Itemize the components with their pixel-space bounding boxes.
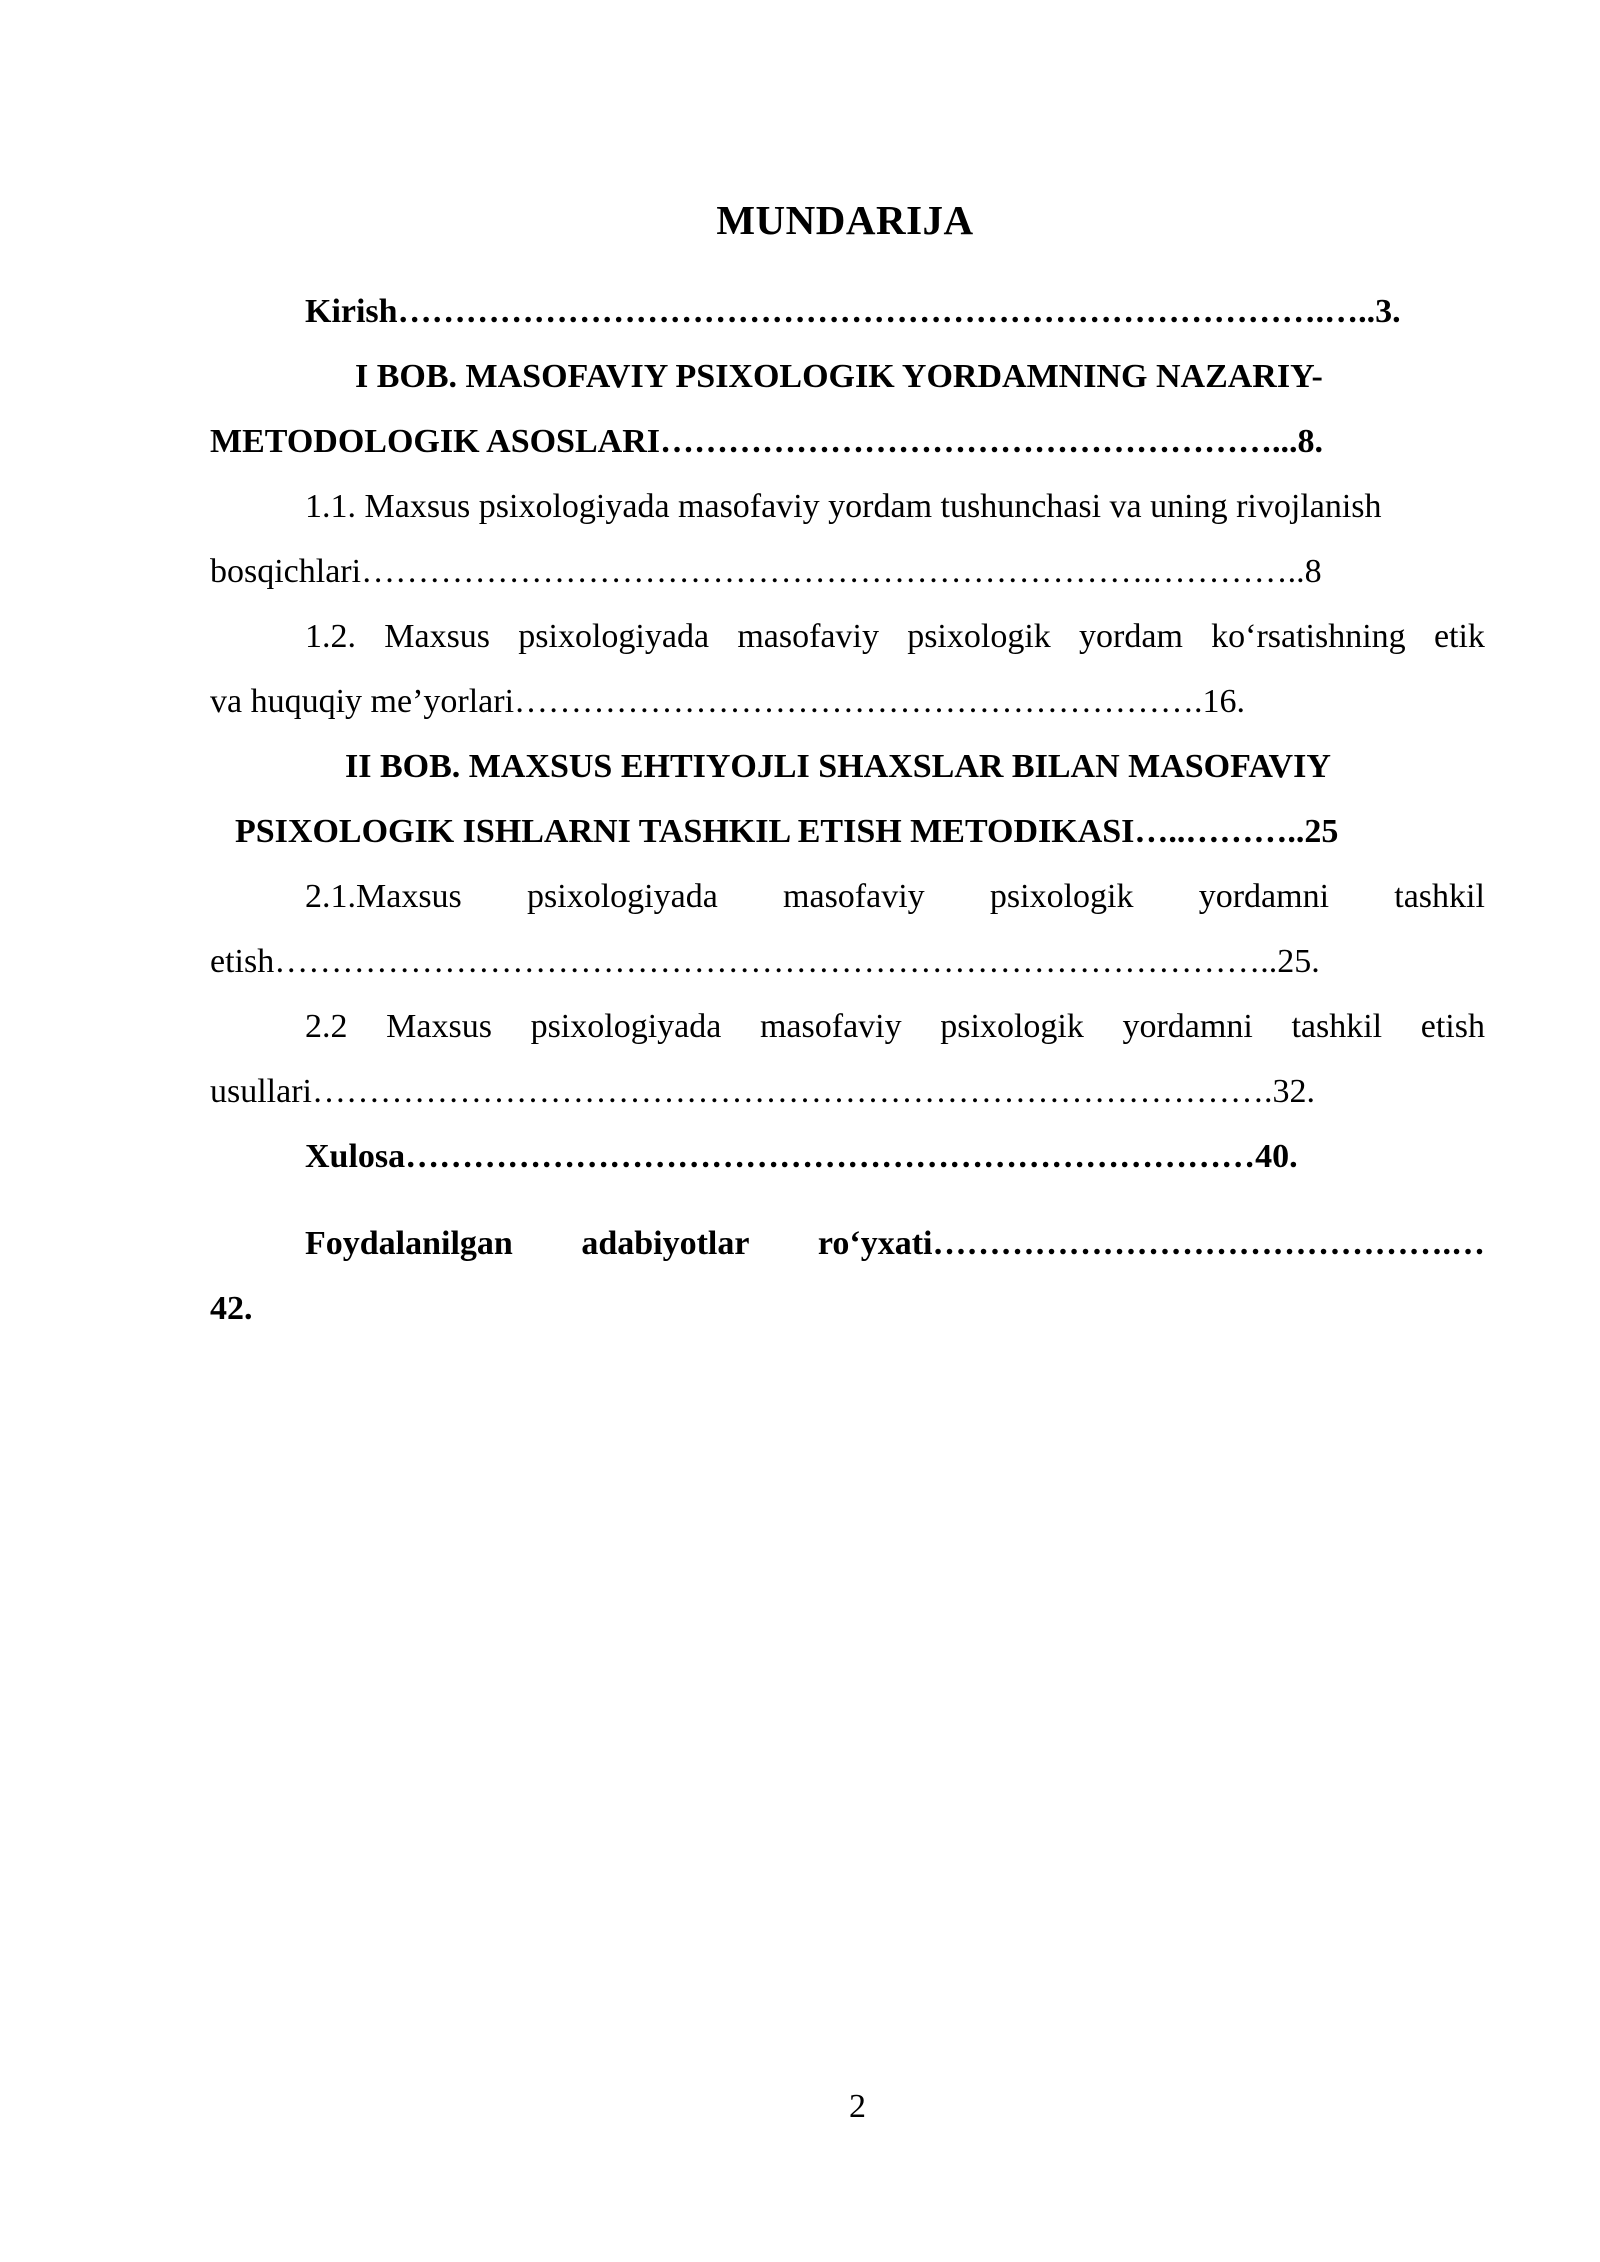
word: etish — [1420, 1008, 1485, 1045]
toc-section-2-2-continued[interactable]: usullari………………………………………………………………………….32. — [210, 1073, 1315, 1110]
word: adabiyotlar — [581, 1225, 750, 1262]
word: yordamni — [1122, 1008, 1253, 1045]
word: 2.1.Maxsus — [305, 878, 462, 915]
word: yordam — [1079, 618, 1183, 655]
word: psixologiyada — [518, 618, 710, 655]
word: psixologik — [940, 1008, 1084, 1045]
word: psixologiyada — [530, 1008, 722, 1045]
word: masofaviy — [783, 878, 925, 915]
word: yordamni — [1198, 878, 1330, 915]
toc-entry-kirish[interactable]: Kirish……………………………………………………………………….…..3. — [305, 293, 1401, 330]
toc-section-2-1-continued[interactable]: etish……………………………………………………………………………..25. — [210, 943, 1320, 980]
toc-entry-foydalanilgan-adabiyotlar-page[interactable]: 42. — [210, 1290, 253, 1327]
toc-section-1-1-continued[interactable]: bosqichlari…………………………………………………………….…………..8 — [210, 553, 1322, 590]
toc-chapter-1-title[interactable]: I BOB. MASOFAVIY PSIXOLOGIK YORDAMNING NAZARIY- — [355, 358, 1323, 395]
word: tashkil — [1394, 878, 1485, 915]
word: ko‘rsatishning — [1211, 618, 1406, 655]
toc-section-1-2[interactable] — [305, 615, 1485, 659]
word: Maxsus — [386, 1008, 492, 1045]
toc-section-1-2-continued[interactable]: va huquqiy me’yorlari…………………………………………………….16. — [210, 683, 1246, 720]
word: masofaviy — [759, 1008, 902, 1045]
toc-section-2-2[interactable] — [305, 1005, 1485, 1049]
toc-chapter-2-title[interactable]: II BOB. MAXSUS EHTIYOJLI SHAXSLAR BILAN MASOFAVIY — [345, 748, 1331, 785]
toc-chapter-2-title-continued[interactable]: PSIXOLOGIK ISHLARNI TASHKIL ETISH METODIKASI…..………..25 — [235, 813, 1339, 850]
toc-entry-foydalanilgan-adabiyotlar[interactable] — [305, 1222, 1485, 1266]
word: ro‘yxati……………………………………….… — [817, 1225, 1485, 1262]
word: 2.2 — [305, 1008, 348, 1045]
word: 1.2. — [305, 618, 356, 655]
word: masofaviy — [737, 618, 879, 655]
word: psixologik — [907, 618, 1051, 655]
page-number: 2 — [849, 2088, 866, 2125]
word: etik — [1433, 618, 1485, 655]
word: psixologik — [989, 878, 1134, 915]
word: Maxsus — [384, 618, 491, 655]
page-title: MUNDARIJA — [716, 197, 974, 243]
word: psixologiyada — [527, 878, 718, 915]
word: Foydalanilgan — [305, 1225, 513, 1262]
toc-section-2-1[interactable] — [305, 875, 1485, 919]
toc-chapter-1-title-continued[interactable]: METODOLOGIK ASOSLARI………………………………………………...8. — [210, 423, 1323, 460]
toc-entry-xulosa[interactable]: Xulosa…………………………………………………………………40. — [305, 1138, 1298, 1175]
toc-section-1-1[interactable]: 1.1. Maxsus psixologiyada masofaviy yordam tushunchasi va uning rivojlanish — [305, 488, 1382, 525]
word: tashkil — [1291, 1008, 1383, 1045]
